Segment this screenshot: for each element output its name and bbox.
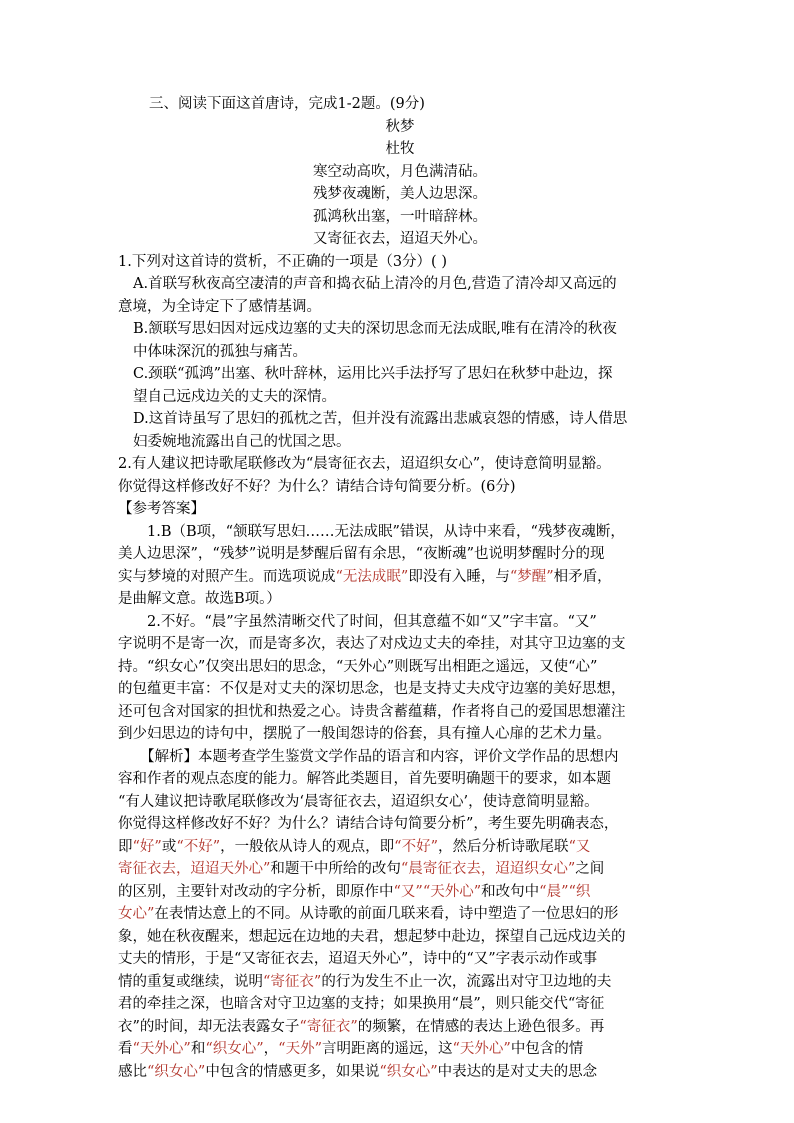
analysis-text: 本题考查学生鉴赏文学作品的语言和内容，评价文学作品的思想内 <box>198 748 619 765</box>
analysis-line <box>118 881 682 904</box>
highlight-text: “不好” <box>176 838 221 855</box>
question-2-stem-cont: 你觉得这样修改好不好？为什么？请结合诗句简要分析。(6分) <box>118 478 516 495</box>
answer-1-line: 1.B（B项，“颔联写思妇……无法成眠”错误，从诗中来看，“残梦夜魂断， <box>147 523 625 540</box>
highlight-text: “梦醒” <box>509 568 554 585</box>
highlight-text: 女心” <box>118 906 155 922</box>
answer-2-line: 的包蕴更丰富：不仅是对丈夫的深切思念，也是支持丈夫戍守边塞的美好思想， <box>118 681 626 697</box>
poem-line: 残梦夜魂断，美人边思深。 <box>313 186 487 202</box>
analysis-text: 看 <box>118 1041 133 1057</box>
highlight-text: “又”“天外心” <box>393 883 482 900</box>
highlight-text: “无法成眠” <box>335 568 409 585</box>
answer-1-line: 是曲解文意。故选B项。） <box>118 591 281 607</box>
analysis-text: 中包含的情感更多，如果说 <box>205 1063 380 1080</box>
analysis-line <box>118 836 682 859</box>
highlight-text: “织女心” <box>205 1041 264 1057</box>
highlight-text: “织女心” <box>379 1063 438 1080</box>
answer-2-line: 2.不好。“晨”字虽然清晰交代了时间，但其意蕴不如“又”字丰富。“又” <box>147 613 597 630</box>
analysis-line: 丈夫的情形，于是“又寄征衣去，迢迢天外心”，诗中的“又”字表示动作或事 <box>118 951 598 967</box>
poem-line: 又寄征衣去，迢迢天外心。 <box>313 231 487 247</box>
poem-line: 寒空动高吹，月色满清砧。 <box>313 163 487 180</box>
analysis-text: 的频繁，在情感的表达上逊色很多。再 <box>357 1018 605 1035</box>
highlight-text: “寄征衣” <box>299 1018 358 1035</box>
analysis-line <box>118 1016 682 1039</box>
analysis-line <box>118 971 682 994</box>
analysis-line: 君的牵挂之深，也暗含对守卫边塞的支持；如果换用“晨”，则只能交代“寄征 <box>118 996 605 1012</box>
option-a: A.首联写秋夜高空凄清的声音和捣衣砧上清冷的月色,营造了清冷却又高远的 <box>133 276 617 292</box>
answer-2-line: 持。“织女心”仅突出思妇的思念，“天外心”则既写出相距之遥远，又使“心” <box>118 658 598 675</box>
highlight-text: “好” <box>132 838 162 855</box>
analysis-line: 象，她在秋夜醒来，想起远在边地的夫君，想起梦中赴边，探望自己远戍边关的 <box>118 928 626 945</box>
analysis-text: 的区别，主要针对改动的字分析，即原作中 <box>118 883 394 900</box>
analysis-header: 【解析】 <box>140 748 198 765</box>
analysis-text: 和改句中 <box>481 883 540 900</box>
analysis-line: 容和作者的观点态度的能力。解答此类题目，首先要明确题干的要求，如本题 <box>118 771 611 787</box>
section-heading: 三、阅读下面这首唐诗，完成1-2题。(9分) <box>149 96 425 112</box>
question-2-stem: 2.有人建议把诗歌尾联修改为“晨寄征衣去，迢迢织女心”，使诗意简明显豁。 <box>118 456 611 472</box>
highlight-text: “晨寄征衣去，迢迢织女心” <box>400 861 576 877</box>
highlight-text: “寄征衣” <box>263 973 322 990</box>
answer-text: 实与梦境的对照产生。而选项说成 <box>118 568 336 585</box>
analysis-text: 中包含的情 <box>510 1041 584 1057</box>
analysis-text: ， <box>263 1041 279 1057</box>
poem-line: 孤鸿秋出塞，一叶暗辞林。 <box>313 208 487 225</box>
analysis-text: 衣”的时间，却无法表露女子 <box>118 1018 300 1035</box>
analysis-text: 中表达的是对丈夫的思念 <box>437 1063 598 1080</box>
option-b: B.颔联写思妇因对远戍边塞的丈夫的深切思念而无法成眠,唯有在清冷的秋夜 <box>133 321 617 337</box>
highlight-text: “不好” <box>394 838 438 855</box>
analysis-text: 即 <box>118 838 133 855</box>
option-a-cont: 意境，为全诗定下了感情基调。 <box>118 298 321 315</box>
analysis-line <box>118 858 682 881</box>
option-b-cont: 中体味深沉的孤独与痛苦。 <box>133 343 307 360</box>
highlight-text: “织女心” <box>147 1063 206 1080</box>
analysis-text: 情的重复或继续，说明 <box>118 973 263 990</box>
analysis-text: ，然后分析诗歌尾联 <box>437 838 569 855</box>
option-d-cont: 妇委婉地流露出自己的忧国之思。 <box>133 433 351 450</box>
answer-2-line: 字说明不是寄一次，而是寄多次，表达了对戍边丈夫的牵挂，对其守卫边塞的支 <box>118 636 626 652</box>
analysis-text: 或 <box>161 838 177 855</box>
document-content <box>118 93 682 1083</box>
analysis-line: “有人建议把诗歌尾联修改为‘晨寄征衣去，迢迢织女心’，使诗意简明显豁。 <box>118 793 599 810</box>
analysis-line: 你觉得这样修改好不好？为什么？请结合诗句简要分析”，考生要先明确表态， <box>118 816 619 832</box>
analysis-text: 之间 <box>575 861 605 877</box>
analysis-text: 感比 <box>118 1063 147 1080</box>
analysis-line <box>118 746 682 769</box>
highlight-text: “晨”“织 <box>539 883 591 900</box>
question-1-stem: 1.下列对这首诗的赏析，不正确的一项是（3分）( ) <box>118 253 447 270</box>
answer-header: 【参考答案】 <box>118 501 205 517</box>
analysis-text: 和 <box>190 1041 206 1057</box>
answer-1-line: 美人边思深”，“残梦”说明是梦醒后留有余思，“夜断魂”也说明梦醒时分的现 <box>118 546 605 562</box>
analysis-text: 言明距离的遥远，这 <box>321 1041 453 1057</box>
answer-2-line: 到少妇思边的诗句中，摆脱了一般闺怨诗的俗套，具有撞人心扉的艺术力量。 <box>118 726 611 742</box>
analysis-text: ，一般依从诗人的观点，即 <box>220 838 395 855</box>
highlight-text: “天外” <box>278 1041 322 1057</box>
analysis-text: 和题干中所给的改句 <box>270 861 401 877</box>
highlight-text: “天外心” <box>452 1041 511 1057</box>
answer-1-line-mixed <box>118 566 682 589</box>
analysis-line <box>118 1061 682 1084</box>
option-d: D.这首诗虽写了思妇的孤枕之苦，但并没有流露出悲戚哀怨的情感，诗人借思 <box>133 411 628 427</box>
highlight-text: “又 <box>568 838 591 855</box>
option-c-cont: 望自己远戍边关的丈夫的深情。 <box>133 388 336 405</box>
analysis-line <box>118 1038 682 1061</box>
answer-text: 即没有入睡，与 <box>408 568 510 585</box>
answer-text: 相矛盾， <box>553 568 612 585</box>
analysis-text: 在表情达意上的不同。从诗歌的前面几联来看，诗中塑造了一位思妇的形 <box>154 906 619 922</box>
option-c: C.颈联“孤鸿”出塞、秋叶辞林，运用比兴手法抒写了思妇在秋梦中赴边，探 <box>133 366 613 382</box>
analysis-line <box>118 903 682 926</box>
poem-title: 秋梦 <box>385 118 415 135</box>
highlight-text: “天外心” <box>132 1041 191 1057</box>
answer-2-line: 还可包含对国家的担忧和热爱之心。诗贵含蓄蕴藉，作者将自己的爱国思想灌注 <box>118 703 626 720</box>
analysis-text: 的行为发生不止一次，流露出对守卫边地的夫 <box>321 973 612 990</box>
highlight-text: 寄征衣去，迢迢天外心” <box>118 861 271 877</box>
poem-author: 杜牧 <box>385 141 415 157</box>
